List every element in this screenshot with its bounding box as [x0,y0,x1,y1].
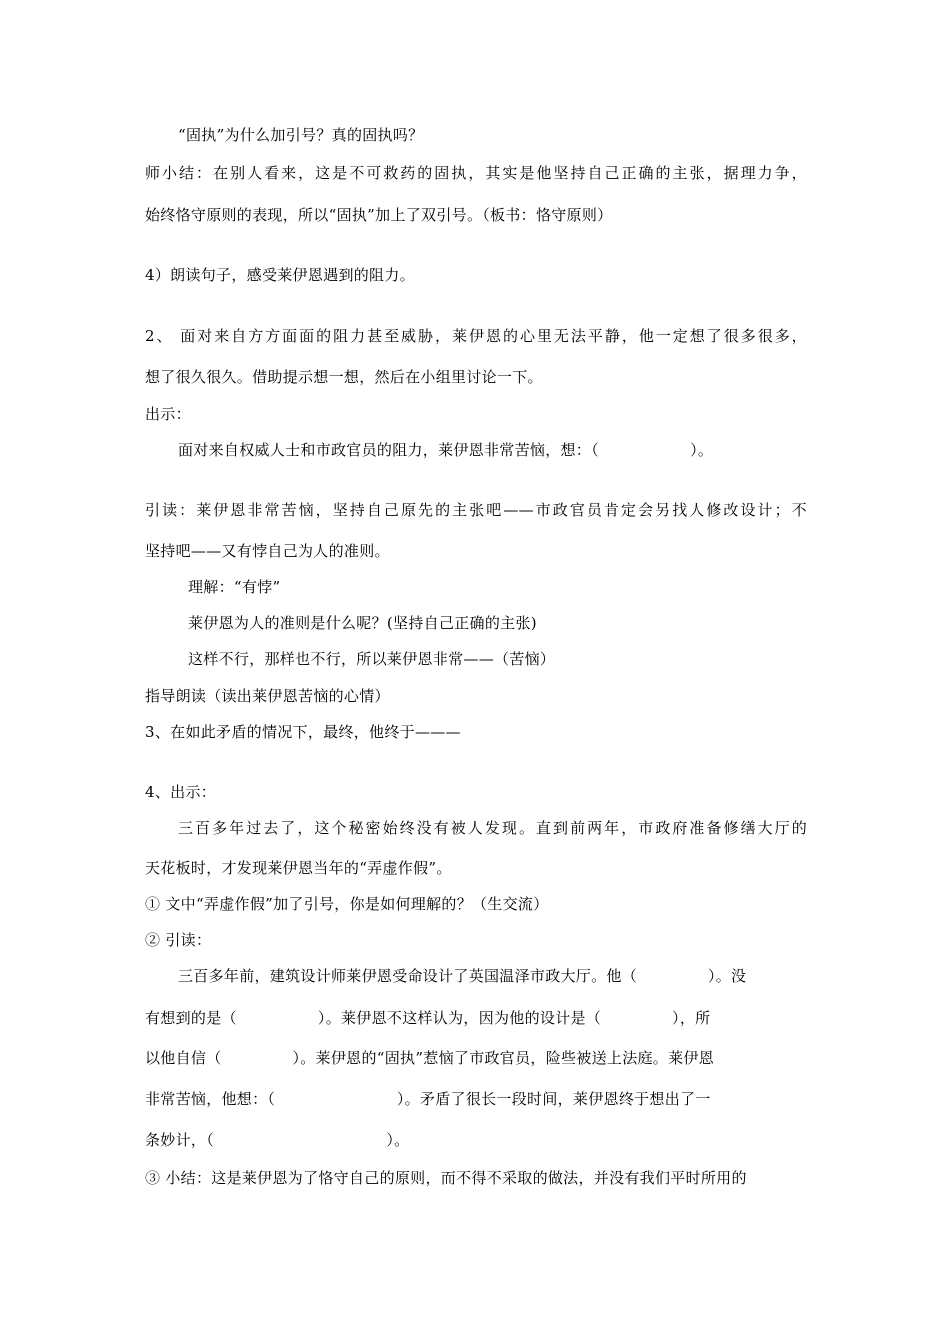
paragraph-line: 4、出示： [145,783,217,801]
paragraph-line: 出示： [145,405,191,423]
paragraph-line: 引读：莱伊恩非常苦恼，坚持自己原先的主张吧——市政官员肯定会另找人修改设计；不 [145,501,807,519]
paragraph-line: 这样不行，那样也不行，所以莱伊恩非常——（苦恼） [188,650,556,668]
paragraph-line: 师小结：在别人看来，这是不可救药的固执，其实是他坚持自己正确的主张，据理力争， [145,164,807,182]
paragraph-line: 理解：“有悖” [188,578,281,596]
paragraph-line: 指导朗读（读出莱伊恩苦恼的心情） [145,687,390,705]
paragraph-line: ① 文中“弄虚作假”加了引号，你是如何理解的？（生交流） [145,895,549,913]
paragraph-line: 3、在如此矛盾的情况下，最终，他终于——— [145,723,461,741]
paragraph-line: 2、 面对来自方方面面的阻力甚至威胁，莱伊恩的心里无法平静，他一定想了很多很多， [145,327,807,345]
paragraph-line: 面对来自权威人士和市政官员的阻力，莱伊恩非常苦恼，想：（ ）。 [178,441,714,459]
paragraph-line: 条妙计，（ ）。 [145,1131,410,1149]
paragraph-line: 有想到的是（ ）。莱伊恩不这样认为，因为他的设计是（ ），所 [145,1009,711,1027]
paragraph-line: 天花板时，才发现莱伊恩当年的“弄虚作假”。 [145,859,452,877]
paragraph-line: 4）朗读句子，感受莱伊恩遇到的阻力。 [145,266,415,284]
paragraph-line: 非常苦恼，他想：（ ）。矛盾了很长一段时间，莱伊恩终于想出了一 [145,1090,711,1108]
paragraph-line: 想了很久很久。借助提示想一想，然后在小组里讨论一下。 [145,368,543,386]
paragraph-line: 三百多年前，建筑设计师莱伊恩受命设计了英国温泽市政大厅。他（ ）。没 [178,967,747,985]
paragraph-line: 三百多年过去了，这个秘密始终没有被人发现。直到前两年，市政府准备修缮大厅的 [178,819,807,837]
paragraph-line: ② 引读： [145,931,212,949]
paragraph-line: 坚持吧——又有悖自己为人的准则。 [145,542,390,560]
paragraph-line: ③ 小结：这是莱伊恩为了恪守自己的原则，而不得不采取的做法，并没有我们平时所用的 [145,1169,747,1187]
paragraph-line: 以他自信（ ）。莱伊恩的“固执”惹恼了市政官员，险些被送上法庭。莱伊恩 [145,1049,714,1067]
paragraph-line: “固执”为什么加引号？真的固执吗？ [178,126,424,144]
paragraph-line: 莱伊恩为人的准则是什么呢？(坚持自己正确的主张) [188,614,537,632]
paragraph-line: 始终恪守原则的表现，所以“固执”加上了双引号。（板书：恪守原则） [145,206,613,224]
